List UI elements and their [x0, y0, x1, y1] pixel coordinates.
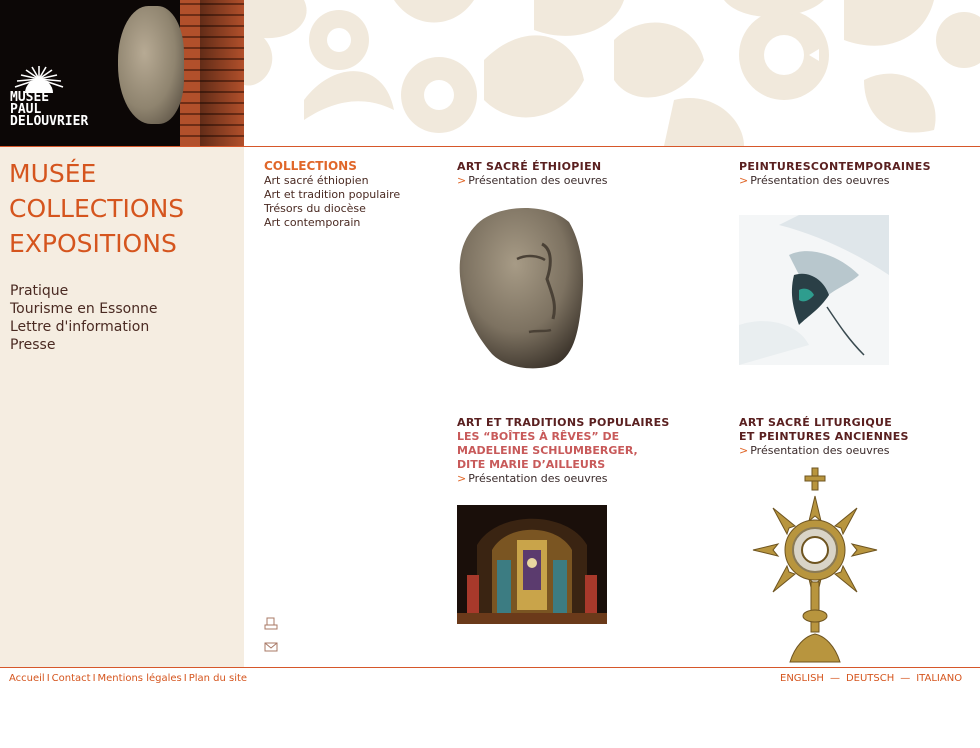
nav-link-tourisme[interactable]: Tourisme en Essonne: [10, 301, 158, 317]
footer-links: [9, 672, 247, 685]
presentation-link-label: Présentation des oeuvres: [468, 174, 608, 187]
presentation-link[interactable]: [457, 174, 608, 188]
section-ethiopian: [457, 160, 608, 188]
footer-separator: I: [46, 673, 50, 684]
section-subtitle-line: MADELEINE SCHLUMBERGER,: [457, 444, 638, 457]
arrow-icon: >: [457, 174, 467, 187]
footer-link-accueil[interactable]: Accueil: [9, 673, 45, 684]
nav-link-expositions[interactable]: EXPOSITIONS: [9, 229, 177, 258]
logo-line: MUSEE: [10, 90, 50, 105]
collections-subnav-title: COLLECTIONS: [264, 159, 357, 173]
email-icon[interactable]: [264, 640, 278, 654]
dream-box-chapel-image[interactable]: [457, 505, 607, 624]
arrow-icon: >: [739, 174, 749, 187]
collections-item-contemporain[interactable]: Art contemporain: [264, 216, 361, 229]
presentation-link[interactable]: [739, 174, 931, 188]
lang-link-italiano[interactable]: ITALIANO: [916, 673, 963, 684]
secondary-navigation: [10, 282, 158, 354]
header-decorative-pattern: [244, 0, 980, 146]
collections-item-populaire[interactable]: Art et tradition populaire: [264, 188, 401, 201]
section-subtitle-line: DITE MARIE D’AILLEURS: [457, 458, 606, 471]
section-subtitle-line: LES “BOÎTES À RÊVES” DE: [457, 430, 620, 443]
contemporary-painting-image[interactable]: [739, 215, 889, 365]
main-navigation: [9, 156, 184, 261]
lang-separator: —: [900, 673, 911, 684]
lang-link-deutsch[interactable]: DEUTSCH: [845, 673, 895, 684]
logo-line: PAUL: [10, 102, 42, 117]
arrow-icon: >: [739, 444, 749, 457]
presentation-link[interactable]: [739, 444, 909, 458]
section-liturgical: [739, 416, 909, 458]
nav-link-presse[interactable]: Presse: [10, 337, 56, 353]
logo-line: DELOUVRIER: [10, 114, 89, 129]
presentation-link-label: Présentation des oeuvres: [750, 444, 890, 457]
logo-sun-icon: [12, 65, 66, 93]
presentation-link-label: Présentation des oeuvres: [468, 472, 608, 485]
footer-link-contact[interactable]: Contact: [51, 673, 91, 684]
logo-stone-head-image: [118, 6, 184, 124]
logo-block[interactable]: [0, 0, 244, 146]
collections-item-ethiopien[interactable]: Art sacré éthiopien: [264, 174, 369, 187]
footer-separator: I: [183, 673, 187, 684]
lang-separator: —: [829, 673, 840, 684]
nav-link-pratique[interactable]: Pratique: [10, 283, 69, 299]
ethiopian-stone-head-image[interactable]: [457, 204, 584, 370]
logo-wordmark: [10, 92, 120, 128]
section-title: PEINTURESCONTEMPORAINES: [739, 160, 931, 173]
language-switcher: [780, 672, 962, 685]
presentation-link[interactable]: [457, 472, 670, 486]
section-title-line: ET PEINTURES ANCIENNES: [739, 430, 909, 443]
print-icon[interactable]: [264, 617, 278, 631]
section-title: ART SACRÉ ÉTHIOPIEN: [457, 160, 602, 173]
lang-link-english[interactable]: ENGLISH: [780, 673, 824, 684]
collections-item-tresors[interactable]: Trésors du diocèse: [264, 202, 366, 215]
collections-subnav: [264, 159, 400, 230]
nav-link-collections[interactable]: COLLECTIONS: [9, 194, 185, 223]
section-title: ART ET TRADITIONS POPULAIRES: [457, 416, 670, 429]
monstrance-image[interactable]: [745, 466, 885, 666]
logo-brick-shade: [200, 0, 244, 146]
footer-divider: [0, 667, 980, 668]
nav-link-musee[interactable]: MUSÉE: [9, 159, 97, 188]
presentation-link-label: Présentation des oeuvres: [750, 174, 890, 187]
arrow-icon: >: [457, 472, 467, 485]
nav-link-newsletter[interactable]: Lettre d'information: [10, 319, 150, 335]
section-contemporary: [739, 160, 931, 188]
section-popular: [457, 416, 670, 486]
section-title-line: ART SACRÉ LITURGIQUE: [739, 416, 893, 429]
ornament-pattern: [244, 0, 980, 146]
footer-separator: I: [92, 673, 96, 684]
footer-link-mentions[interactable]: Mentions légales: [97, 673, 182, 684]
footer-link-plan[interactable]: Plan du site: [188, 673, 248, 684]
